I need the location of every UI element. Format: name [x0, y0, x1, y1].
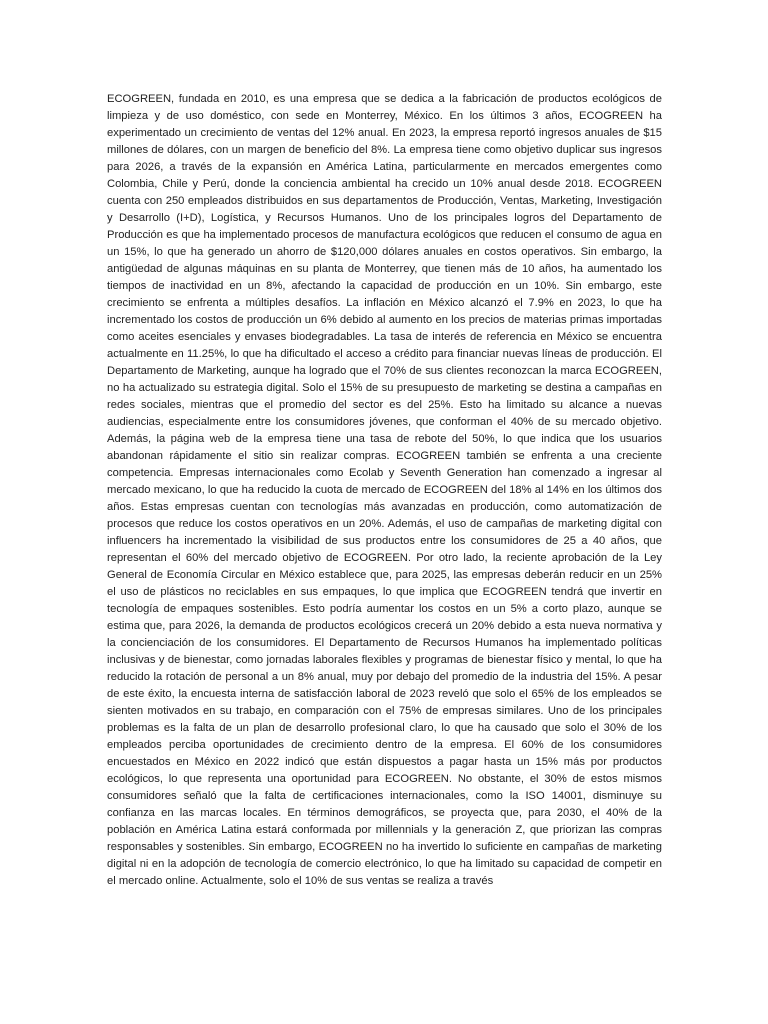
body-paragraph: ECOGREEN, fundada en 2010, es una empresa que se dedica a la fabricación de productos ecológicos de limpieza y de uso doméstico, con sede en Monterrey, México. En los últimos 3 años, ECOGREEN ha experimentado un crecimiento de ventas del 12% anual. En 2023, la empresa reportó ingresos anuales de $15 millones de dólares, con un margen de beneficio del 8%. La empresa tiene como objetivo duplicar sus ingresos para 2026, a través de la expansión en América Latina, particularmente en mercados emergentes como Colombia, Chile y Perú, donde la conciencia ambiental ha crecido un 10% anual desde 2018. ECOGREEN cuenta con 250 empleados distribuidos en sus departamentos de Producción, Ventas, Marketing, Investigación y Desarrollo (I+D), Logística, y Recursos Humanos. Uno de los principales logros del Departamento de Producción es que ha implementado procesos de manufactura ecológicos que reducen el consumo de agua en un 15%, lo que ha generado un ahorro de $120,000 dólares anuales en costos operativos. Sin embargo, la antigüedad de algunas máquinas en su planta de Monterrey, que tienen más de 10 años, ha aumentado los tiempos de inactividad en un 8%, afectando la capacidad de producción en un 10%. Sin embargo, este crecimiento se enfrenta a múltiples desafíos. La inflación en México alcanzó el 7.9% en 2023, lo que ha incrementado los costos de producción un 6% debido al aumento en los precios de materias primas importadas como aceites esenciales y envases biodegradables. La tasa de interés de referencia en México se encuentra actualmente en 11.25%, lo que ha dificultado el acceso a crédito para financiar nuevas líneas de producción. El Departamento de Marketing, aunque ha logrado que el 70% de sus clientes reconozcan la marca ECOGREEN, no ha actualizado su estrategia digital. Solo el 15% de su presupuesto de marketing se destina a campañas en redes sociales, mientras que el promedio del sector es del 25%. Esto ha limitado su alcance a nuevas audiencias, especialmente entre los consumidores jóvenes, que conforman el 40% de su mercado objetivo. Además, la página web de la empresa tiene una tasa de rebote del 50%, lo que indica que los usuarios abandonan rápidamente el sitio sin realizar compras. ECOGREEN también se enfrenta a una creciente competencia. Empresas internacionales como Ecolab y Seventh Generation han comenzado a ingresar al mercado mexicano, lo que ha reducido la cuota de mercado de ECOGREEN del 18% al 14% en los últimos dos años. Estas empresas cuentan con tecnologías más avanzadas en producción, como automatización de procesos que reduce los costos operativos en un 20%. Además, el uso de campañas de marketing digital con influencers ha incrementado la visibilidad de sus productos entre los consumidores de 25 a 40 años, que representan el 60% del mercado objetivo de ECOGREEN. Por otro lado, la reciente aprobación de la Ley General de Economía Circular en México establece que, para 2025, las empresas deberán reducir en un 25% el uso de plásticos no reciclables en sus empaques, lo que implica que ECOGREEN tendrá que invertir en tecnología de empaques sostenibles. Esto podría aumentar los costos en un 5% a corto plazo, aunque se estima que, para 2026, la demanda de productos ecológicos crecerá un 20% debido a esta nueva normativa y la concienciación de los consumidores. El Departamento de Recursos Humanos ha implementado políticas inclusivas y de bienestar, como jornadas laborales flexibles y programas de bienestar físico y mental, lo que ha reducido la rotación de personal a un 8% anual, muy por debajo del promedio de la industria del 15%. A pesar de este éxito, la encuesta interna de satisfacción laboral de 2023 reveló que solo el 65% de los empleados se sienten motivados en su trabajo, en comparación con el 75% de empresas similares. Uno de los principales problemas es la falta de un plan de desarrollo profesional claro, lo que ha causado que solo el 30% de los empleados perciba oportunidades de crecimiento dentro de la empresa. El 60% de los consumidores encuestados en México en 2022 indicó que están dispuestos a pagar hasta un 15% más por productos ecológicos, lo que representa una oportunidad para ECOGREEN. No obstante, el 30% de estos mismos consumidores señaló que la falta de certificaciones internacionales, como la ISO 14001, disminuye su confianza en las marcas locales. En términos demográficos, se proyecta que, para 2030, el 40% de la población en América Latina estará conformada por millennials y la generación Z, que priorizan las compras responsables y sostenibles. Sin embargo, ECOGREEN no ha invertido lo suficiente en campañas de marketing digital ni en la adopción de tecnología de comercio electrónico, lo que ha limitado su capacidad de competir en el mercado online. Actualmente, solo el 10% de sus ventas se realiza a través: [107, 93, 662, 887]
